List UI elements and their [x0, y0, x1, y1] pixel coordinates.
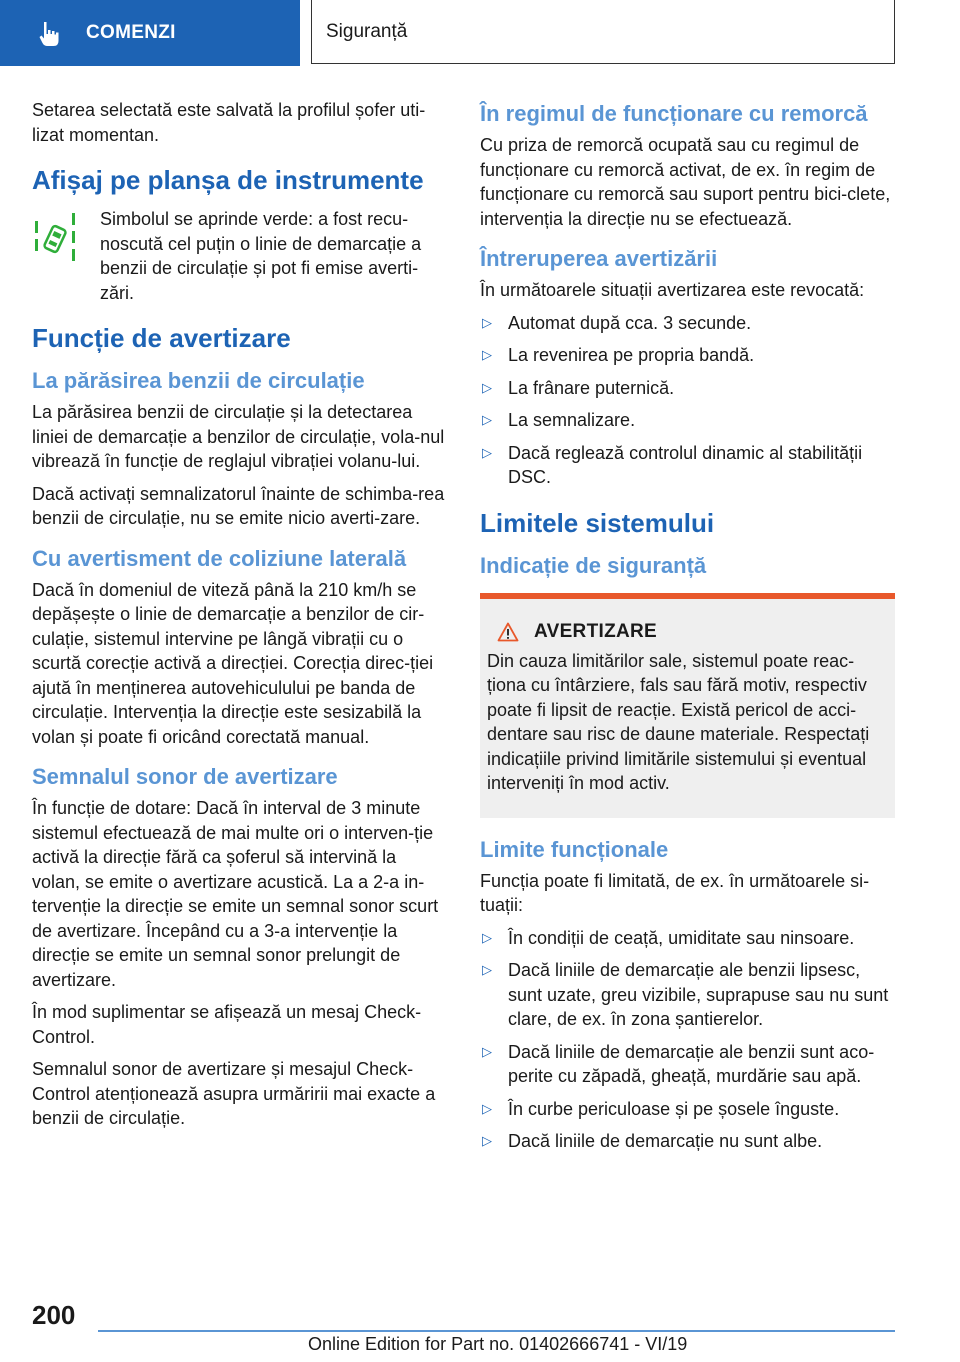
tab-comenzi[interactable]: [0, 0, 300, 66]
right-column: [480, 98, 895, 1162]
list-item: ▷ În curbe periculoase și pe șosele înguste.: [480, 1097, 895, 1122]
heading-leaving-lane: La părăsirea benzii de circulație: [32, 368, 365, 393]
tab-comenzi-label: COMENZI: [86, 22, 176, 43]
paragraph-sound-2: În mod suplimentar se afișează un mesaj Check-Control.: [32, 1002, 422, 1047]
bullet-triangle-icon: ▷: [482, 1133, 492, 1148]
footer-divider: [98, 1330, 895, 1332]
list-item: ▷ La revenirea pe propria bandă.: [480, 343, 895, 368]
page-number: 200: [32, 1300, 76, 1330]
list-item: ▷ Dacă liniile de demarcație nu sunt albe.: [480, 1129, 895, 1154]
heading-system-limits: Limitele sistemului: [480, 507, 715, 538]
list-item: ▷ Automat după cca. 3 secunde.: [480, 311, 895, 336]
bullet-triangle-icon: ▷: [482, 929, 492, 945]
list-item: ▷ La semnalizare.: [480, 408, 895, 433]
list-item: ▷ La frânare puternică.: [480, 376, 895, 401]
heading-sound-warning: Semnalul sonor de avertizare: [32, 764, 338, 789]
tab-siguranta-label: Siguranță: [326, 21, 408, 42]
paragraph-side-collision: Dacă în domeniul de viteză până la 210 km/h se depășește o linie de demarcație a benzilor de cir-culație, sistemul intervine pe lângă vibrații cu o scurtă corecție activă a direcției. Corecția direc-ției ajută în menținerea autovehiculului pe banda de circulație. Intervenția la direcție este sesizabilă la volan și poate fi oricând corectată manual.: [32, 579, 434, 747]
heading-functional-limits: Limite funcționale: [480, 836, 669, 862]
paragraph-functional-limits: Funcția poate fi limitată, de ex. în următoarele si-tuații:: [480, 870, 870, 915]
paragraph-trailer: Cu priza de remorcă ocupată sau cu regimul de funcționare cu remorcă activat, de ex. în regim de funcționare cu remorcă sau suport pentru bici-clete, intervenția la direcție nu se efectuează.: [480, 135, 891, 229]
warning-header: [487, 621, 887, 643]
list-item: ▷ În condiții de ceață, umiditate sau ninsoare.: [480, 926, 895, 951]
heading-side-collision: Cu avertisment de coliziune laterală: [32, 545, 407, 571]
bullet-triangle-icon: ▷: [482, 444, 492, 460]
bullet-triangle-icon: ▷: [482, 1100, 492, 1116]
functional-limits-list: [480, 926, 895, 1154]
heading-display: Afișaj pe planșa de instrumente: [32, 165, 424, 195]
intro-text: Setarea selectată este salvată la profilul șofer uti-lizat momentan.: [32, 100, 426, 145]
symbol-text: Simbolul se aprinde verde: a fost recu-noscută cel puțin o linie de demarcație a benzii de circulație și pot fi emise averti-zări.: [100, 209, 422, 303]
paragraph-leaving-2: Dacă activați semnalizatorul înainte de schimba-rea benzii de circulație, nu se emite nicio averti-zare.: [32, 483, 445, 528]
list-item: ▷ Dacă liniile de demarcație ale benzii lipsesc, sunt uzate, greu vizibile, suprapuse sau nu sunt clare, de ex. în zona șantierelor.: [482, 960, 889, 1029]
heading-trailer: În regimul de funcționare cu remorcă: [480, 101, 868, 126]
list-item: ▷ Dacă reglează controlul dinamic al stabilității DSC.: [482, 442, 863, 487]
paragraph-leaving-1: La părăsirea benzii de circulație și la detectarea liniei de demarcație a benzilor de circulație, vola-nul vibrează în funcție de reglajul vibrației volanu-lui.: [32, 402, 445, 471]
header-bar: [0, 0, 960, 68]
heading-warning-function: Funcție de avertizare: [32, 323, 291, 353]
paragraph-sound-3: Semnalul sonor de avertizare și mesajul Check-Control atenționează asupra urmăririi mai exacte a benzii de circulație.: [32, 1059, 436, 1128]
symbol-description: [32, 207, 447, 305]
bullet-triangle-icon: ▷: [482, 379, 492, 395]
paragraph-sound-1: În funcție de dotare: Dacă în interval de 3 minute sistemul efectuează de mai multe ori o interven-ție activă la direcție fără ca șoferul să intervină la volan, se emite o avertizare acustică. La a 2-a in-tervenție la direcție se emite un semnal sonor scurt de avertizare. Începând cu a 3-a intervenție la direcție se emite un semnal sonor prelungit de avertizare.: [32, 798, 439, 990]
list-item: ▷ Dacă liniile de demarcație ale benzii sunt aco-perite cu zăpadă, gheață, murdărie sau apă.: [482, 1041, 875, 1086]
lane-departure-indicator-icon: [32, 207, 78, 265]
bullet-triangle-icon: ▷: [482, 347, 492, 362]
tab-siguranta[interactable]: [311, 0, 895, 64]
bullet-triangle-icon: ▷: [482, 314, 492, 330]
warning-box: [480, 593, 895, 818]
footer-edition: Online Edition for Part no. 01402666741 - VI/19: [308, 1334, 688, 1354]
paragraph-interrupt: În următoarele situații avertizarea este revocată:: [480, 280, 865, 300]
interrupt-list: [480, 311, 895, 490]
bullet-triangle-icon: ▷: [482, 962, 492, 977]
heading-safety-note: Indicație de siguranță: [480, 552, 707, 578]
left-column: [32, 98, 447, 1139]
bullet-triangle-icon: ▷: [482, 412, 492, 427]
hand-pointer-icon: [38, 20, 64, 48]
warning-title: AVERTIZARE: [534, 620, 657, 642]
heading-interrupt: Întreruperea avertizării: [480, 246, 718, 271]
bullet-triangle-icon: ▷: [482, 1043, 492, 1059]
warning-triangle-icon: [497, 622, 519, 642]
warning-text: Din cauza limitărilor sale, sistemul poate reac-ționa cu întârziere, fals sau fără motiv, respectiv poate fi lipsit de reacție. Există pericol de acci-dentare sau risc de daune materiale. Respectați indicațiile privind limitările sistemului și eventual interveniți în mod activ.: [487, 650, 870, 793]
